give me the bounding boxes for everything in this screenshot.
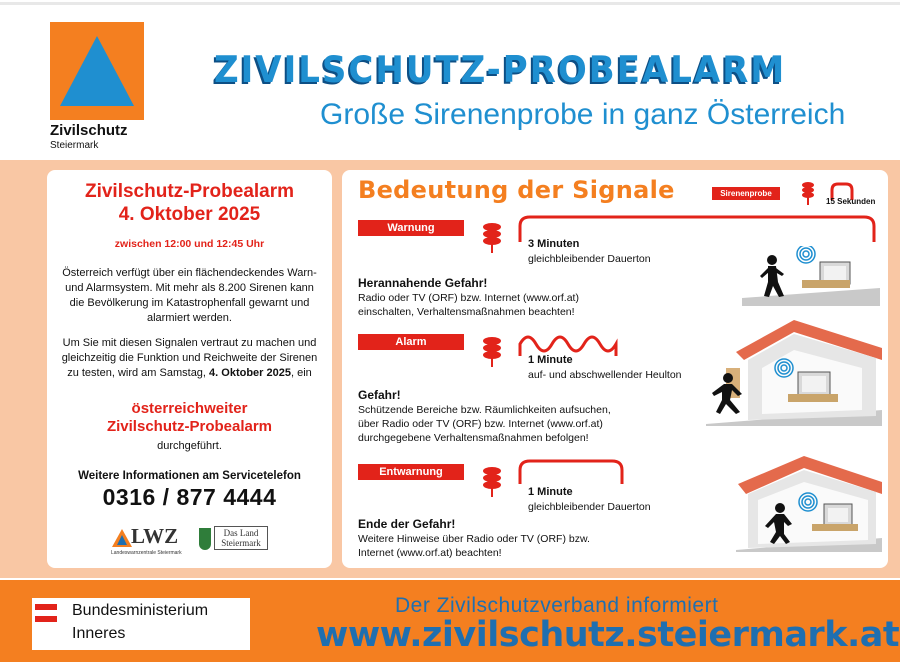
sirenenprobe-badge: Sirenenprobe [712, 187, 780, 200]
signal-label-alarm: Alarm [358, 334, 464, 350]
event-time: zwischen 12:00 und 12:45 Uhr [114, 238, 265, 250]
event-title [47, 180, 332, 226]
signal-text-line: Radio oder TV (ORF) bzw. Internet (www.orf.at) [358, 292, 579, 304]
top-divider [0, 2, 900, 5]
nationwide-line: österreichweiter [131, 400, 248, 417]
performed-text: durchgeführt. [157, 440, 222, 452]
zivilschutz-logo [50, 22, 144, 120]
siren-icon [482, 222, 502, 254]
ministry-logo [32, 598, 250, 650]
signal-text-line: über Radio oder TV (ORF) bzw. Internet (www.orf.at) [358, 418, 603, 430]
zivilschutz-triangle-logo-icon [58, 34, 136, 108]
ministry-department: Inneres [72, 625, 126, 642]
austria-flag-icon [35, 604, 57, 622]
probealarm-line: Zivilschutz-Probealarm [106, 418, 273, 435]
lwz-subtitle: Landeswarnzentrale Steiermark [111, 550, 182, 556]
lwz-logo-text: LWZ [131, 524, 179, 548]
event-date-line: 4. Oktober 2025 [118, 204, 261, 225]
lwz-triangle-icon [111, 528, 133, 548]
signal-text-line: Weitere Hinweise über Radio oder TV (ORF) bzw. [358, 533, 590, 545]
signal-text [358, 403, 611, 445]
signal-duration: 1 Minute [528, 354, 573, 366]
signal-tone: gleichbleibender Dauerton [528, 501, 651, 513]
signal-headline: Herannahende Gefahr! [358, 276, 488, 290]
purpose-text-end: , ein [290, 367, 312, 379]
siren-icon [482, 336, 502, 368]
land-line: Das Land [223, 528, 259, 538]
signals-card [342, 170, 888, 568]
purpose-text: Um Sie mit diesen Signalen vertraut zu machen und gleichzeitig die Funktion und Reichweite der Sirenen zu testen, wird am Samstag, [61, 337, 318, 379]
scene-house-safe-icon [732, 454, 882, 552]
siren-icon [482, 466, 502, 498]
signal-text-line: Internet (www.orf.at) beachten! [358, 547, 502, 559]
signal-tone: auf- und abschwellender Heulton [528, 369, 682, 381]
sirenenprobe-duration: 15 Sekunden [826, 197, 876, 206]
page-title: ZIVILSCHUTZ-PROBEALARM [214, 48, 787, 92]
signals-title: Bedeutung der Signale [358, 176, 675, 204]
footer-tagline: Der Zivilschutzverband informiert [395, 594, 719, 617]
signal-headline: Gefahr! [358, 388, 401, 402]
ministry-name: Bundesministerium [72, 602, 209, 619]
footer-website-link[interactable]: www.zivilschutz.steiermark.at [316, 615, 900, 655]
signal-duration: 3 Minuten [528, 238, 580, 250]
styria-coat-of-arms-icon [199, 528, 211, 550]
purpose-date: 4. Oktober 2025 [209, 367, 291, 379]
steiermark-line: Steiermark [221, 538, 261, 548]
scene-house-shelter-icon [702, 316, 882, 426]
service-info-label: Weitere Informationen am Servicetelefon [78, 470, 301, 482]
signal-label-entwarnung: Entwarnung [358, 464, 464, 480]
service-phone-number: 0316 / 877 4444 [102, 484, 277, 510]
signal-text [358, 532, 590, 560]
signal-text-line: Schützende Bereiche bzw. Räumlichkeiten aufsuchen, [358, 404, 611, 416]
tone-graph-constant-short [518, 458, 626, 486]
signal-tone: gleichbleibender Dauerton [528, 253, 651, 265]
signal-label-warnung: Warnung [358, 220, 464, 236]
info-card [47, 170, 332, 568]
purpose-paragraph [57, 336, 322, 381]
intro-paragraph: Österreich verfügt über ein flächendeckendes Warn- und Alarmsystem. Mit mehr als 8.200 Sirenen kann die Bevölkerung im Katastrophenfall gewarnt und alarmiert werden. [62, 267, 317, 324]
page-subtitle: Große Sirenenprobe in ganz Österreich [320, 98, 846, 131]
signal-text [358, 291, 579, 319]
signal-duration: 1 Minute [528, 486, 573, 498]
signal-text-line: einschalten, Verhaltensmaßnahmen beachten! [358, 306, 575, 318]
logo-name: Zivilschutz [50, 122, 128, 139]
nationwide-alarm-text [47, 400, 332, 436]
partner-logos [111, 526, 271, 560]
logo-subtitle: Steiermark [50, 140, 99, 151]
imprint-vertical [36, 178, 44, 558]
signal-text-line: durchgegebene Verhaltensmaßnahmen befolgen! [358, 432, 589, 444]
signal-headline: Ende der Gefahr! [358, 517, 456, 531]
land-steiermark-logo [214, 526, 268, 550]
scene-person-at-home-icon [742, 246, 880, 306]
event-title-line: Zivilschutz-Probealarm [84, 181, 295, 202]
